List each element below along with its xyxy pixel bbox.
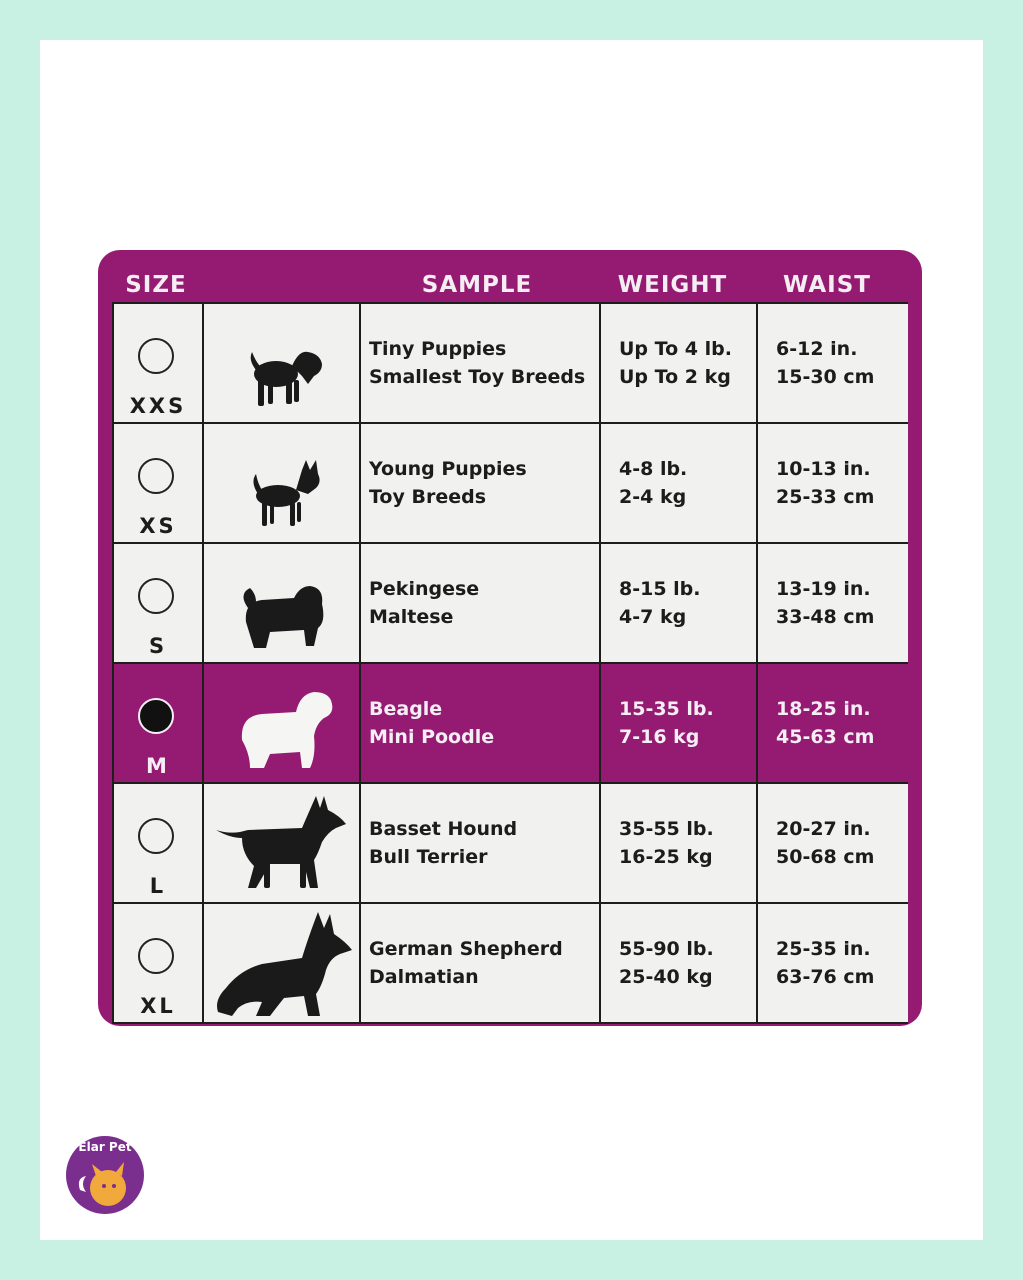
tiny-puppy-silhouette-icon — [204, 304, 359, 422]
sample-line2: Mini Poodle — [369, 726, 495, 748]
waist-in: 25-35 in. — [776, 938, 871, 960]
waist-in: 6-12 in. — [776, 338, 858, 360]
size-cell[interactable] — [114, 784, 202, 902]
sample-cell — [361, 664, 599, 782]
size-radio-xxs[interactable] — [138, 338, 174, 374]
size-radio-s[interactable] — [138, 578, 174, 614]
sample-line1: Beagle — [369, 698, 443, 720]
sample-line1: Basset Hound — [369, 818, 518, 840]
sample-line2: Bull Terrier — [369, 846, 488, 868]
waist-cell — [758, 664, 908, 782]
spaniel-silhouette-icon — [204, 664, 359, 782]
weight-cell — [601, 904, 756, 1022]
weight-kg: Up To 2 kg — [619, 366, 731, 388]
sample-line1: Young Puppies — [369, 458, 527, 480]
size-radio-xl[interactable] — [138, 938, 174, 974]
weight-kg: 25-40 kg — [619, 966, 713, 988]
weight-cell — [601, 424, 756, 542]
waist-cm: 15-30 cm — [776, 366, 875, 388]
waist-cm: 33-48 cm — [776, 606, 875, 628]
size-cell[interactable] — [114, 664, 202, 782]
header-waist: WAIST — [783, 272, 871, 298]
size-radio-xs[interactable] — [138, 458, 174, 494]
sample-cell — [361, 424, 599, 542]
size-label: S — [148, 634, 168, 658]
sample-cell — [361, 304, 599, 422]
size-table — [112, 302, 908, 1024]
waist-cm: 50-68 cm — [776, 846, 875, 868]
waist-cm: 63-76 cm — [776, 966, 875, 988]
size-label: XXS — [129, 394, 187, 418]
chihuahua-silhouette-icon — [204, 424, 359, 542]
header-size-spacer — [202, 266, 357, 304]
waist-in: 20-27 in. — [776, 818, 871, 840]
sample-line2: Smallest Toy Breeds — [369, 366, 586, 388]
size-cell[interactable] — [114, 904, 202, 1022]
sample-cell — [361, 544, 599, 662]
weight-kg: 4-7 kg — [619, 606, 687, 628]
weight-kg: 2-4 kg — [619, 486, 687, 508]
weight-lb: 55-90 lb. — [619, 938, 714, 960]
header-sample: SAMPLE — [421, 272, 533, 298]
size-radio-l[interactable] — [138, 818, 174, 854]
waist-cell — [758, 304, 908, 422]
waist-cell — [758, 904, 908, 1022]
weight-lb: 8-15 lb. — [619, 578, 701, 600]
waist-cell — [758, 544, 908, 662]
sample-line1: Tiny Puppies — [369, 338, 507, 360]
weight-cell — [601, 784, 756, 902]
weight-lb: Up To 4 lb. — [619, 338, 732, 360]
size-label: XL — [140, 994, 176, 1018]
sample-cell — [361, 904, 599, 1022]
weight-lb: 35-55 lb. — [619, 818, 714, 840]
sample-line2: Dalmatian — [369, 966, 479, 988]
size-cell[interactable] — [114, 304, 202, 422]
waist-cm: 25-33 cm — [776, 486, 875, 508]
weight-lb: 15-35 lb. — [619, 698, 714, 720]
waist-in: 13-19 in. — [776, 578, 871, 600]
weight-kg: 7-16 kg — [619, 726, 700, 748]
waist-in: 18-25 in. — [776, 698, 871, 720]
bull-terrier-silhouette-icon — [204, 784, 359, 902]
sample-cell — [361, 784, 599, 902]
weight-lb: 4-8 lb. — [619, 458, 688, 480]
waist-cell — [758, 424, 908, 542]
size-label: M — [146, 754, 170, 778]
weight-cell — [601, 664, 756, 782]
header-weight: WEIGHT — [617, 272, 728, 298]
waist-cell — [758, 784, 908, 902]
german-shepherd-silhouette-icon — [204, 904, 359, 1022]
size-cell[interactable] — [114, 544, 202, 662]
size-radio-m[interactable] — [138, 698, 174, 734]
waist-in: 10-13 in. — [776, 458, 871, 480]
sample-line1: Pekingese — [369, 578, 480, 600]
size-label: XS — [139, 514, 177, 538]
header-size: SIZE — [125, 272, 187, 298]
weight-cell — [601, 544, 756, 662]
sample-line2: Toy Breeds — [369, 486, 487, 508]
size-cell[interactable] — [114, 424, 202, 542]
size-label: L — [149, 874, 167, 898]
sample-line1: German Shepherd — [369, 938, 563, 960]
pekingese-silhouette-icon — [204, 544, 359, 662]
weight-kg: 16-25 kg — [619, 846, 713, 868]
brand-name: Elar Pet — [78, 1140, 132, 1154]
sample-line2: Maltese — [369, 606, 454, 628]
weight-cell — [601, 304, 756, 422]
waist-cm: 45-63 cm — [776, 726, 875, 748]
elar-pet-logo-icon — [66, 1136, 144, 1214]
